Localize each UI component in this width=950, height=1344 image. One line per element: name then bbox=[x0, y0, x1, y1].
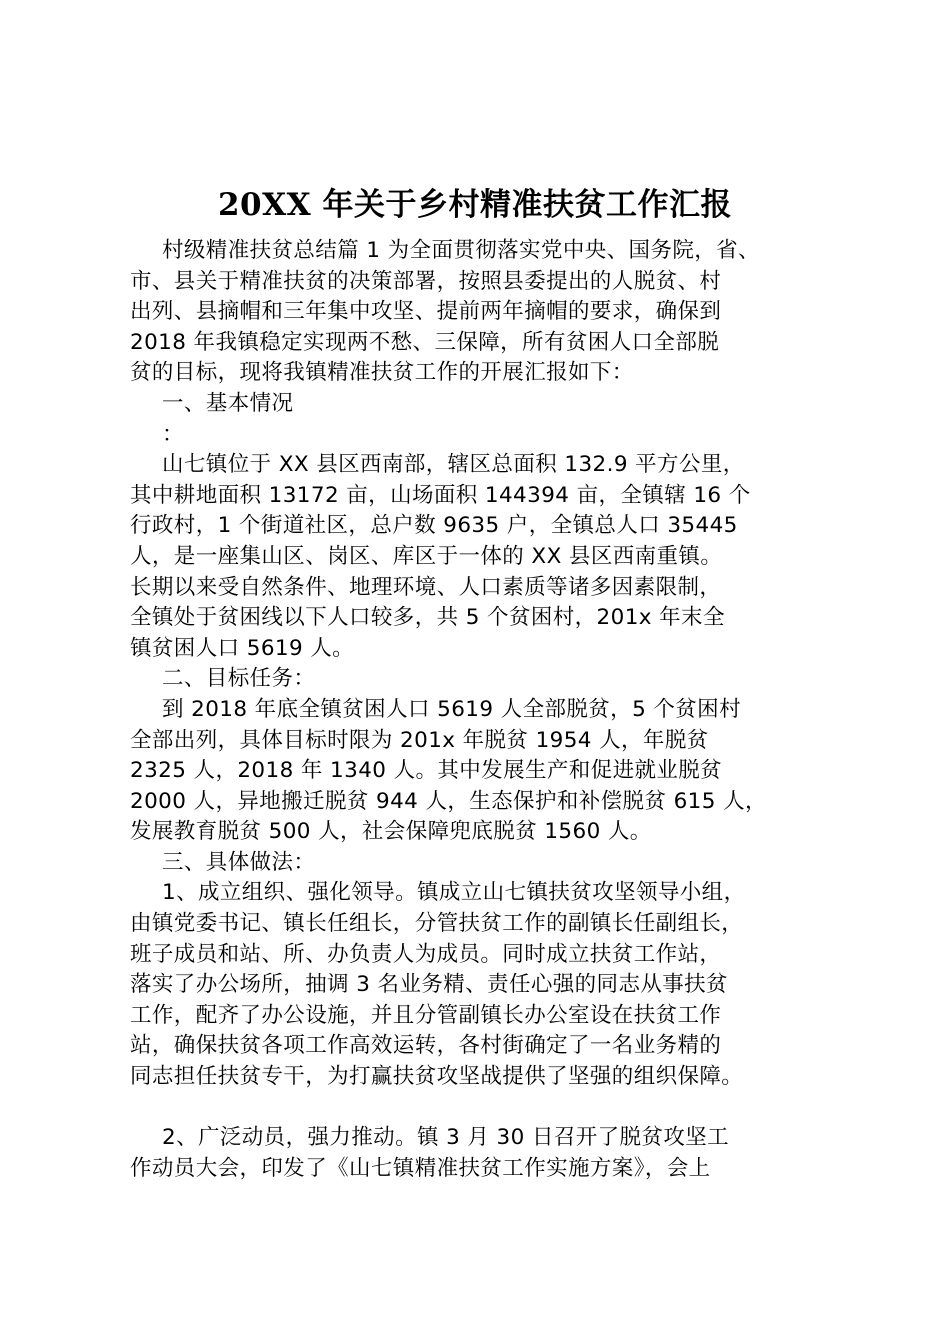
paragraph-line: 2325 人，2018 年 1340 人。其中发展生产和促进就业脱贫 bbox=[130, 758, 723, 784]
paragraph-line: 作动员大会，印发了《山七镇精准扶贫工作实施方案》，会上 bbox=[130, 1155, 711, 1181]
paragraph-line: 出列、县摘帽和三年集中攻坚、提前两年摘帽的要求，确保到 bbox=[130, 299, 722, 325]
paragraph-line: 长期以来受自然条件、地理环境、人口素质等诸多因素限制， bbox=[130, 574, 722, 600]
paragraph-line: 全部出列，具体目标时限为 201x 年脱贫 1954 人，年脱贫 bbox=[130, 727, 709, 753]
paragraph-line: 2、广泛动员，强力推动。镇 3 月 30 日召开了脱贫攻坚工 bbox=[162, 1125, 730, 1151]
document-title: 20XX 年关于乡村精准扶贫工作汇报 bbox=[217, 187, 733, 223]
section-heading: 三、具体做法： bbox=[162, 849, 316, 875]
paragraph-line: 贫的目标，现将我镇精准扶贫工作的开展汇报如下： bbox=[130, 360, 634, 386]
paragraph-line: 同志担任扶贫专干，为打赢扶贫攻坚战提供了坚强的组织保障。 bbox=[130, 1064, 744, 1090]
paragraph-line: 站，确保扶贫各项工作高效运转，各村街确定了一名业务精的 bbox=[130, 1033, 722, 1059]
paragraph-line: 行政村，1 个街道社区，总户数 9635 户，全镇总人口 35445 bbox=[130, 513, 738, 539]
paragraph-line: 到 2018 年底全镇贫困人口 5619 人全部脱贫，5 个贫困村 bbox=[162, 696, 741, 722]
paragraph-line: 村级精准扶贫总结篇 1 为全面贯彻落实党中央、国务院，省、 bbox=[162, 238, 760, 263]
paragraph-line: 全镇处于贫困线以下人口较多，共 5 个贫困村，201x 年末全 bbox=[130, 605, 725, 631]
paragraph-line: ： bbox=[162, 421, 184, 447]
document-body bbox=[130, 236, 850, 1184]
paragraph-line: 班子成员和站、所、办负责人为成员。同时成立扶贫工作站， bbox=[130, 941, 722, 967]
paragraph-line: 1、成立组织、强化领导。镇成立山七镇扶贫攻坚领导小组， bbox=[162, 880, 746, 906]
paragraph-line: 落实了办公场所，抽调 3 名业务精、责任心强的同志从事扶贫 bbox=[130, 972, 728, 998]
paragraph-line: 市、县关于精准扶贫的决策部署，按照县委提出的人脱贫、村 bbox=[130, 268, 722, 294]
section-heading: 一、基本情况 bbox=[162, 390, 294, 416]
paragraph-line: 发展教育脱贫 500 人，社会保障兜底脱贫 1560 人。 bbox=[130, 819, 652, 845]
paragraph-line: 镇贫困人口 5619 人。 bbox=[130, 635, 355, 661]
paragraph-line: 其中耕地面积 13172 亩，山场面积 144394 亩，全镇辖 16 个 bbox=[130, 482, 751, 508]
paragraph-line: 工作，配齐了办公设施，并且分管副镇长办公室设在扶贫工作 bbox=[130, 1002, 722, 1028]
paragraph-line: 2000 人，异地搬迁脱贫 944 人，生态保护和补偿脱贫 615 人， bbox=[130, 788, 767, 814]
paragraph-spacer bbox=[130, 1093, 850, 1124]
paragraph-line: 山七镇位于 XX 县区西南部，辖区总面积 132.9 平方公里， bbox=[162, 452, 745, 478]
section-heading: 二、目标任务： bbox=[162, 666, 316, 692]
paragraph-line: 由镇党委书记、镇长任组长，分管扶贫工作的副镇长任副组长， bbox=[130, 911, 744, 937]
paragraph-line: 人，是一座集山区、岗区、库区于一体的 XX 县区西南重镇。 bbox=[130, 543, 723, 569]
paragraph-line: 2018 年我镇稳定实现两不愁、三保障，所有贫困人口全部脱 bbox=[130, 329, 720, 355]
